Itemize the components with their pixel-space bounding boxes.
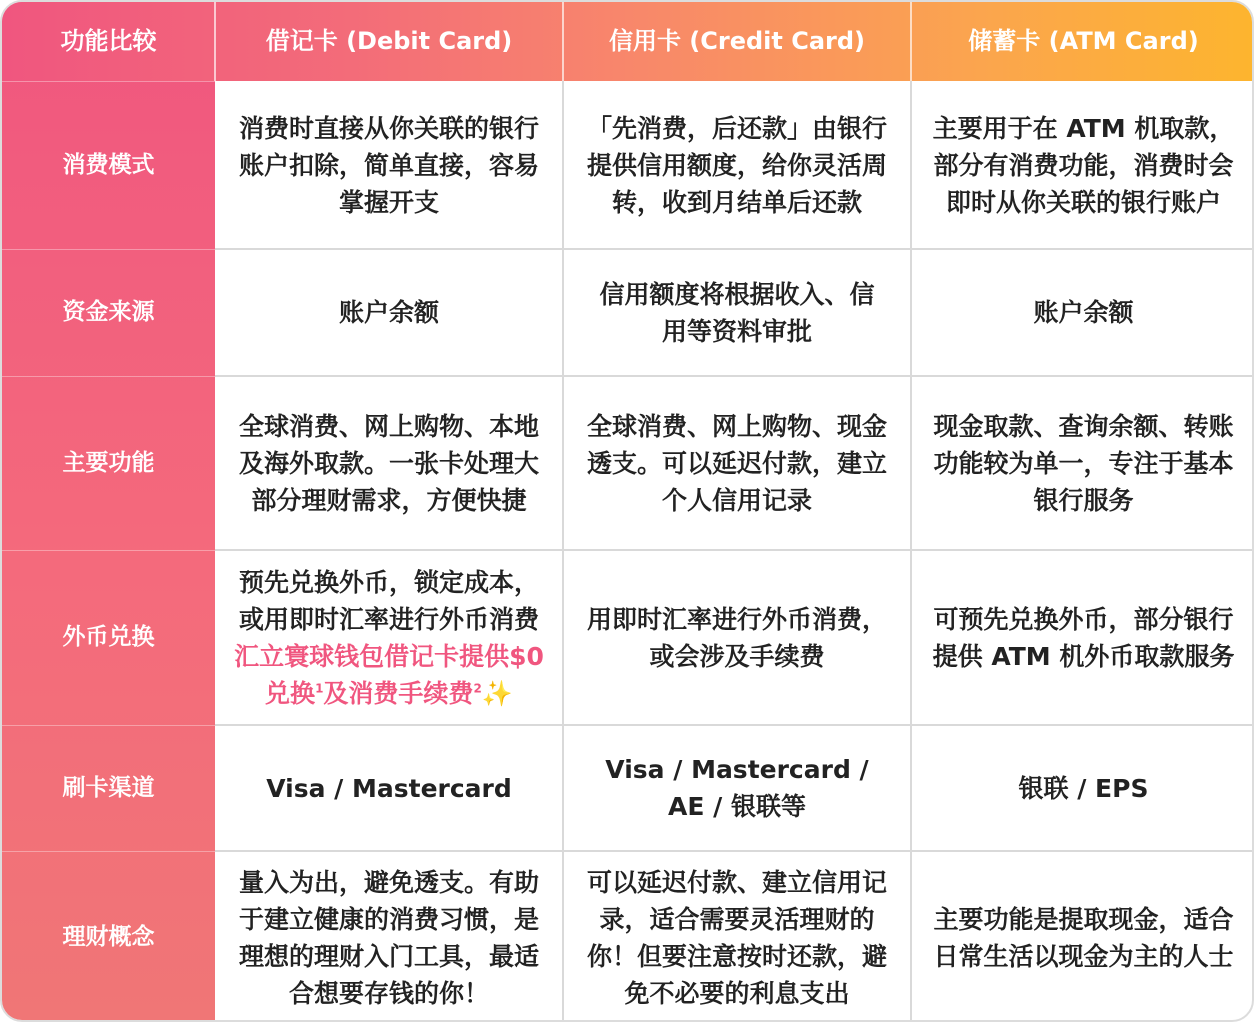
credit-financial-concept: 可以延迟付款、建立信用记录，适合需要灵活理财的你！但要注意按时还款，避免不必要的利息支出 (586, 867, 887, 1008)
credit-card-networks: Visa / Mastercard / AE / 银联等 (605, 755, 869, 821)
atm-card-networks: 银联 / EPS (1018, 773, 1149, 803)
promo-text-part2: $0 兑换 (265, 641, 544, 708)
row-label-funding-source: 资金来源 (62, 299, 155, 325)
debit-spending-mode: 消费时直接从你关联的银行账户扣除，简单直接，容易掌握开支 (239, 113, 540, 217)
header-debit-card: 借记卡 (Debit Card) (265, 27, 513, 55)
credit-main-functions: 全球消费、网上购物、现金透支。可以延迟付款，建立个人信用记录 (586, 411, 887, 515)
header-credit-card: 信用卡 (Credit Card) (608, 27, 866, 55)
debit-card-networks: Visa / Mastercard (266, 773, 512, 803)
atm-main-functions: 现金取款、查询余额、转账功能较为单一，专注于基本银行服务 (933, 411, 1234, 515)
credit-funding-source: 信用额度将根据收入、信用等资料审批 (599, 279, 875, 346)
row-label-financial-concept: 理财概念 (62, 924, 155, 950)
column-divider (910, 2, 912, 81)
debit-currency-exchange-main: 预先兑换外币，锁定成本，或用即时汇率进行外币消费 (238, 567, 539, 634)
atm-funding-source: 账户余额 (1033, 298, 1134, 327)
debit-financial-concept: 量入为出，避免透支。有助于建立健康的消费习惯，是理想的理财入门工具，最适合想要存钱的你！ (238, 867, 539, 1008)
credit-currency-exchange: 用即时汇率进行外币消费，或会涉及手续费 (586, 604, 887, 671)
sparkle-icon: ✨ (481, 678, 513, 708)
debit-currency-exchange (215, 550, 563, 725)
footnote-2: 2 (473, 681, 482, 696)
promo-text-part1: 汇立寰球钱包借记卡提供 (234, 641, 510, 671)
column-divider (562, 2, 564, 81)
row-label-spending-mode: 消费模式 (62, 151, 155, 178)
debit-funding-source: 账户余额 (338, 298, 439, 327)
row-label-main-functions: 主要功能 (62, 449, 155, 476)
debit-main-functions: 全球消费、网上购物、本地及海外取款。一张卡处理大部分理财需求，方便快捷 (238, 411, 539, 515)
promo-text-part3: 及消费手续费 (323, 678, 474, 708)
row-label-card-networks: 刷卡渠道 (62, 774, 155, 801)
header-feature: 功能比较 (60, 27, 157, 55)
debit-currency-exchange-text (227, 564, 551, 712)
row-label-currency-exchange: 外币兑换 (62, 624, 155, 650)
header-atm-card: 储蓄卡 (ATM Card) (968, 27, 1199, 55)
atm-financial-concept: 主要功能是提取现金，适合日常生活以现金为主的人士 (933, 904, 1234, 971)
atm-currency-exchange: 可预先兑换外币，部分银行提供 ATM 机外币取款服务 (932, 604, 1235, 671)
column-divider (214, 2, 216, 81)
footnote-1: 1 (315, 681, 324, 696)
atm-spending-mode: 主要用于在 ATM 机取款，部分有消费功能，消费时会即时从你关联的银行账户 (932, 113, 1235, 217)
credit-spending-mode: 「先消费，后还款」由银行提供信用额度，给你灵活周转，收到月结单后还款 (586, 113, 887, 217)
